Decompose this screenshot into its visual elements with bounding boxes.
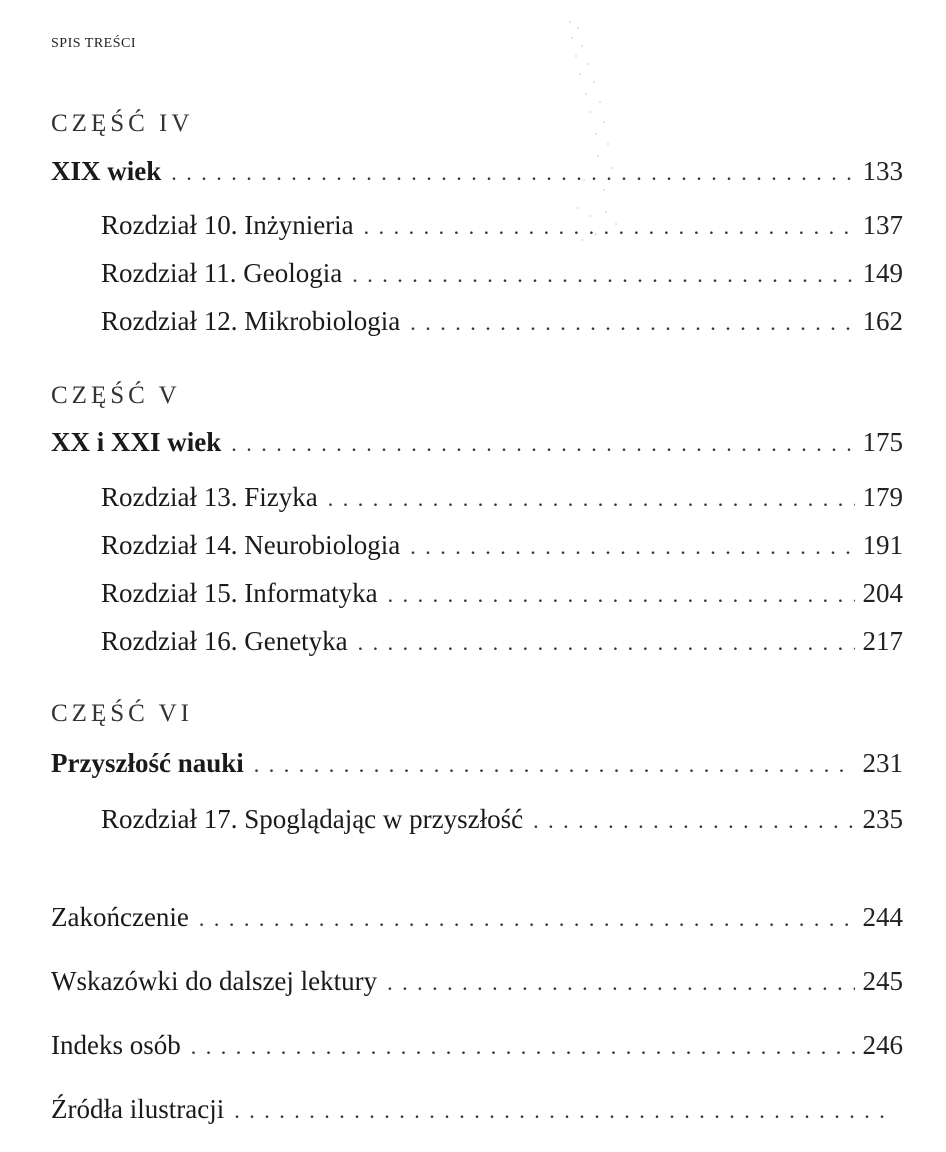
running-head: SPIS TREŚCI [51,36,136,51]
toc-entry-title: Zakończenie [51,900,199,934]
toc-entry-title: Rozdział 14. Neurobiologia [101,528,410,562]
toc-entry-indeks-osob[interactable] [51,1028,903,1064]
part-label-vi: CZĘŚĆ VI [51,700,193,727]
toc-entry-page: 235 [862,804,903,834]
toc-entry-page: 217 [862,626,903,656]
toc-entry-title: Źródła ilustracji [51,1092,234,1126]
toc-entry-part-iv[interactable] [51,154,903,190]
toc-entry-title: Rozdział 16. Genetyka [101,624,358,658]
toc-entry-page: 191 [862,530,903,560]
toc-entry-part-v[interactable] [51,425,903,461]
dot-leader [364,210,855,244]
toc-entry-title: Rozdział 15. Informatyka [101,576,388,610]
toc-entry-zakonczenie[interactable] [51,900,903,936]
dot-leader [171,156,854,190]
toc-entry-wskazowki[interactable] [51,964,903,1000]
toc-entry-title: Rozdział 12. Mikrobiologia [101,304,410,338]
toc-entry-chapter-17[interactable] [101,802,903,838]
toc-entry-chapter-13[interactable] [101,480,903,516]
toc-entry-chapter-11[interactable] [101,256,903,292]
toc-entry-chapter-16[interactable] [101,624,903,660]
toc-entry-page: 162 [862,306,903,336]
dot-leader [410,306,854,340]
toc-entry-chapter-14[interactable] [101,528,903,564]
toc-entry-page: 231 [862,748,903,778]
dot-leader [191,1030,855,1064]
part-label-iv: CZĘŚĆ IV [51,110,194,137]
toc-entry-page: 175 [862,427,903,457]
dot-leader [410,530,854,564]
toc-entry-page: 133 [862,156,903,186]
toc-entry-title: XX i XXI wiek [51,425,231,459]
toc-entry-zrodla-ilustracji[interactable] [51,1092,893,1128]
toc-entry-title: Rozdział 10. Inżynieria [101,208,364,242]
toc-entry-page: 204 [862,578,903,608]
dot-leader [254,748,855,782]
toc-entry-chapter-10[interactable] [101,208,903,244]
part-label-v: CZĘŚĆ V [51,382,181,409]
dot-leader [199,902,855,936]
dot-leader [388,578,855,612]
dot-leader [352,258,854,292]
toc-entry-chapter-15[interactable] [101,576,903,612]
toc-entry-title: Indeks osób [51,1028,191,1062]
toc-entry-chapter-12[interactable] [101,304,903,340]
dot-leader [234,1094,885,1128]
toc-entry-page: 244 [862,902,903,932]
dot-leader [231,427,854,461]
toc-entry-page: 246 [862,1030,903,1060]
toc-entry-title: Rozdział 11. Geologia [101,256,352,290]
toc-entry-page: 149 [862,258,903,288]
toc-entry-page: 179 [862,482,903,512]
toc-entry-page: 137 [862,210,903,240]
toc-entry-title: Wskazówki do dalszej lektury [51,964,387,998]
toc-entry-page: 245 [862,966,903,996]
dot-leader [387,966,854,1000]
toc-entry-title: Rozdział 17. Spoglądając w przyszłość [101,802,533,836]
toc-entry-title: Przyszłość nauki [51,746,254,780]
toc-entry-part-vi[interactable] [51,746,903,782]
dot-leader [358,626,855,660]
dot-leader [533,804,854,838]
dot-leader [328,482,855,516]
toc-entry-title: Rozdział 13. Fizyka [101,480,328,514]
toc-entry-title: XIX wiek [51,154,171,188]
